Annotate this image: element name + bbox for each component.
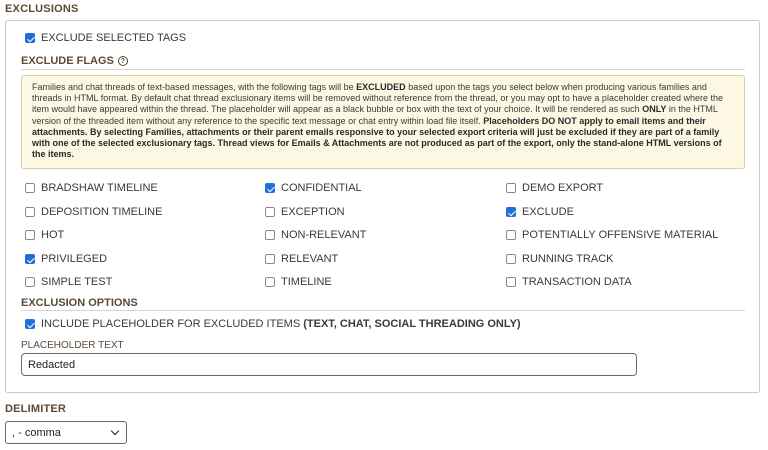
placeholder-text-input[interactable] [21, 353, 637, 376]
checkbox-box[interactable] [265, 254, 275, 264]
tag-checkbox-confidential[interactable] [265, 182, 362, 194]
tag-label: BRADSHAW TIMELINE [41, 182, 158, 194]
exclude-selected-tags-label: EXCLUDE SELECTED TAGS [41, 32, 187, 44]
notice-text-3: in the HTML version of the threaded item without any reference to the specific text message or chat entry within load file itself. [32, 104, 718, 126]
notice-text-1: Families and chat threads of text-based messages, with the following tags will be [32, 82, 357, 92]
tag-label: EXCLUDE [522, 206, 574, 218]
flags-divider [21, 69, 745, 70]
checkbox-box[interactable] [25, 207, 35, 217]
tag-label: RELEVANT [281, 253, 339, 265]
tag-checkbox-running-track[interactable] [506, 253, 613, 265]
exclusion-options-title [21, 297, 138, 309]
chevron-down-icon [111, 427, 119, 435]
tag-label: POTENTIALLY OFFENSIVE MATERIAL [522, 229, 719, 241]
tag-checkbox-relevant[interactable] [265, 253, 338, 265]
checkbox-box[interactable] [25, 277, 35, 287]
tag-checkbox-bradshaw-timeline[interactable] [25, 182, 158, 194]
checkbox-box[interactable] [265, 230, 275, 240]
notice-bold-2: ONLY [642, 104, 667, 115]
tag-checkbox-exclude[interactable] [506, 206, 574, 218]
checkbox-box[interactable] [265, 277, 275, 287]
include-placeholder-label: INCLUDE PLACEHOLDER FOR EXCLUDED ITEMS [41, 318, 304, 330]
checkbox-box[interactable] [25, 33, 35, 43]
tag-checkbox-transaction-data[interactable] [506, 276, 632, 288]
checkbox-box[interactable] [506, 207, 516, 217]
exclude-selected-tags-checkbox[interactable] [25, 32, 186, 44]
delimiter-selected-value: , - comma [12, 426, 61, 439]
tag-label: TRANSACTION DATA [522, 276, 632, 288]
notice-bold-3: Placeholders DO NOT apply to email items and their attachments. By selecting Families, attachments or their parent emails responsive to your selected export criteria will just be excluded if they are part of a family with one of the selected exclusionary tags. Thread views for Emails & Attachments are not produced as part of the export, only the stand-alone HTML versions of the items. [32, 115, 722, 160]
delimiter-title: DELIMITER [5, 403, 67, 415]
tag-checkbox-demo-export[interactable] [506, 182, 603, 194]
tag-label: DEMO EXPORT [522, 182, 604, 194]
tag-checkbox-privileged[interactable] [25, 253, 107, 265]
include-placeholder-label-bold: (TEXT, CHAT, SOCIAL THREADING ONLY) [303, 318, 521, 330]
checkbox-box[interactable] [506, 277, 516, 287]
notice-bold-1: EXCLUDED [356, 82, 406, 92]
exclude-flags-title [21, 55, 128, 67]
checkbox-box[interactable] [506, 183, 516, 193]
tag-label: PRIVILEGED [41, 253, 108, 265]
tag-checkbox-potentially-offensive-material[interactable] [506, 229, 718, 241]
checkbox-box[interactable] [506, 230, 516, 240]
delimiter-select[interactable] [5, 421, 127, 444]
tag-label: HOT [41, 229, 65, 241]
placeholder-text-label: PLACEHOLDER TEXT [21, 340, 124, 351]
tag-label: DEPOSITION TIMELINE [41, 206, 163, 218]
tag-checkbox-timeline[interactable] [265, 276, 332, 288]
tag-checkbox-exception[interactable] [265, 206, 345, 218]
tag-checkbox-hot[interactable] [25, 229, 64, 241]
tag-checkbox-non-relevant[interactable] [265, 229, 366, 241]
checkbox-box[interactable] [506, 254, 516, 264]
exclusions-title: EXCLUSIONS [5, 3, 79, 15]
notice-text-2: based upon the tags you select below when producing various families and threads in HTML format. By default chat thread exclusionary items will be removed without reference from the thread, or you may opt to have a placeholder created where the item would have appeared within the thread. The placeholder will appear as a black bubble or box with the text of your choice. It will be rendered as such [32, 82, 724, 115]
tag-label: SIMPLE TEST [41, 276, 113, 288]
tag-label: EXCEPTION [281, 206, 345, 218]
exclusion-options-label: EXCLUSION OPTIONS [21, 297, 138, 309]
tag-checkbox-simple-test[interactable] [25, 276, 112, 288]
options-divider [21, 310, 745, 311]
include-placeholder-checkbox[interactable] [25, 318, 521, 330]
checkbox-box[interactable] [25, 319, 35, 329]
checkbox-box[interactable] [25, 183, 35, 193]
checkbox-box[interactable] [25, 254, 35, 264]
question-circle-icon[interactable]: ? [118, 56, 128, 66]
tag-label: TIMELINE [281, 276, 332, 288]
tag-label: NON-RELEVANT [281, 229, 367, 241]
checkbox-box[interactable] [265, 207, 275, 217]
checkbox-box[interactable] [25, 230, 35, 240]
exclude-flags-label: EXCLUDE FLAGS [21, 55, 114, 67]
tag-checkbox-deposition-timeline[interactable] [25, 206, 162, 218]
checkbox-box[interactable] [265, 183, 275, 193]
tag-label: RUNNING TRACK [522, 253, 614, 265]
exclusion-notice [21, 75, 745, 169]
tag-label: CONFIDENTIAL [281, 182, 362, 194]
